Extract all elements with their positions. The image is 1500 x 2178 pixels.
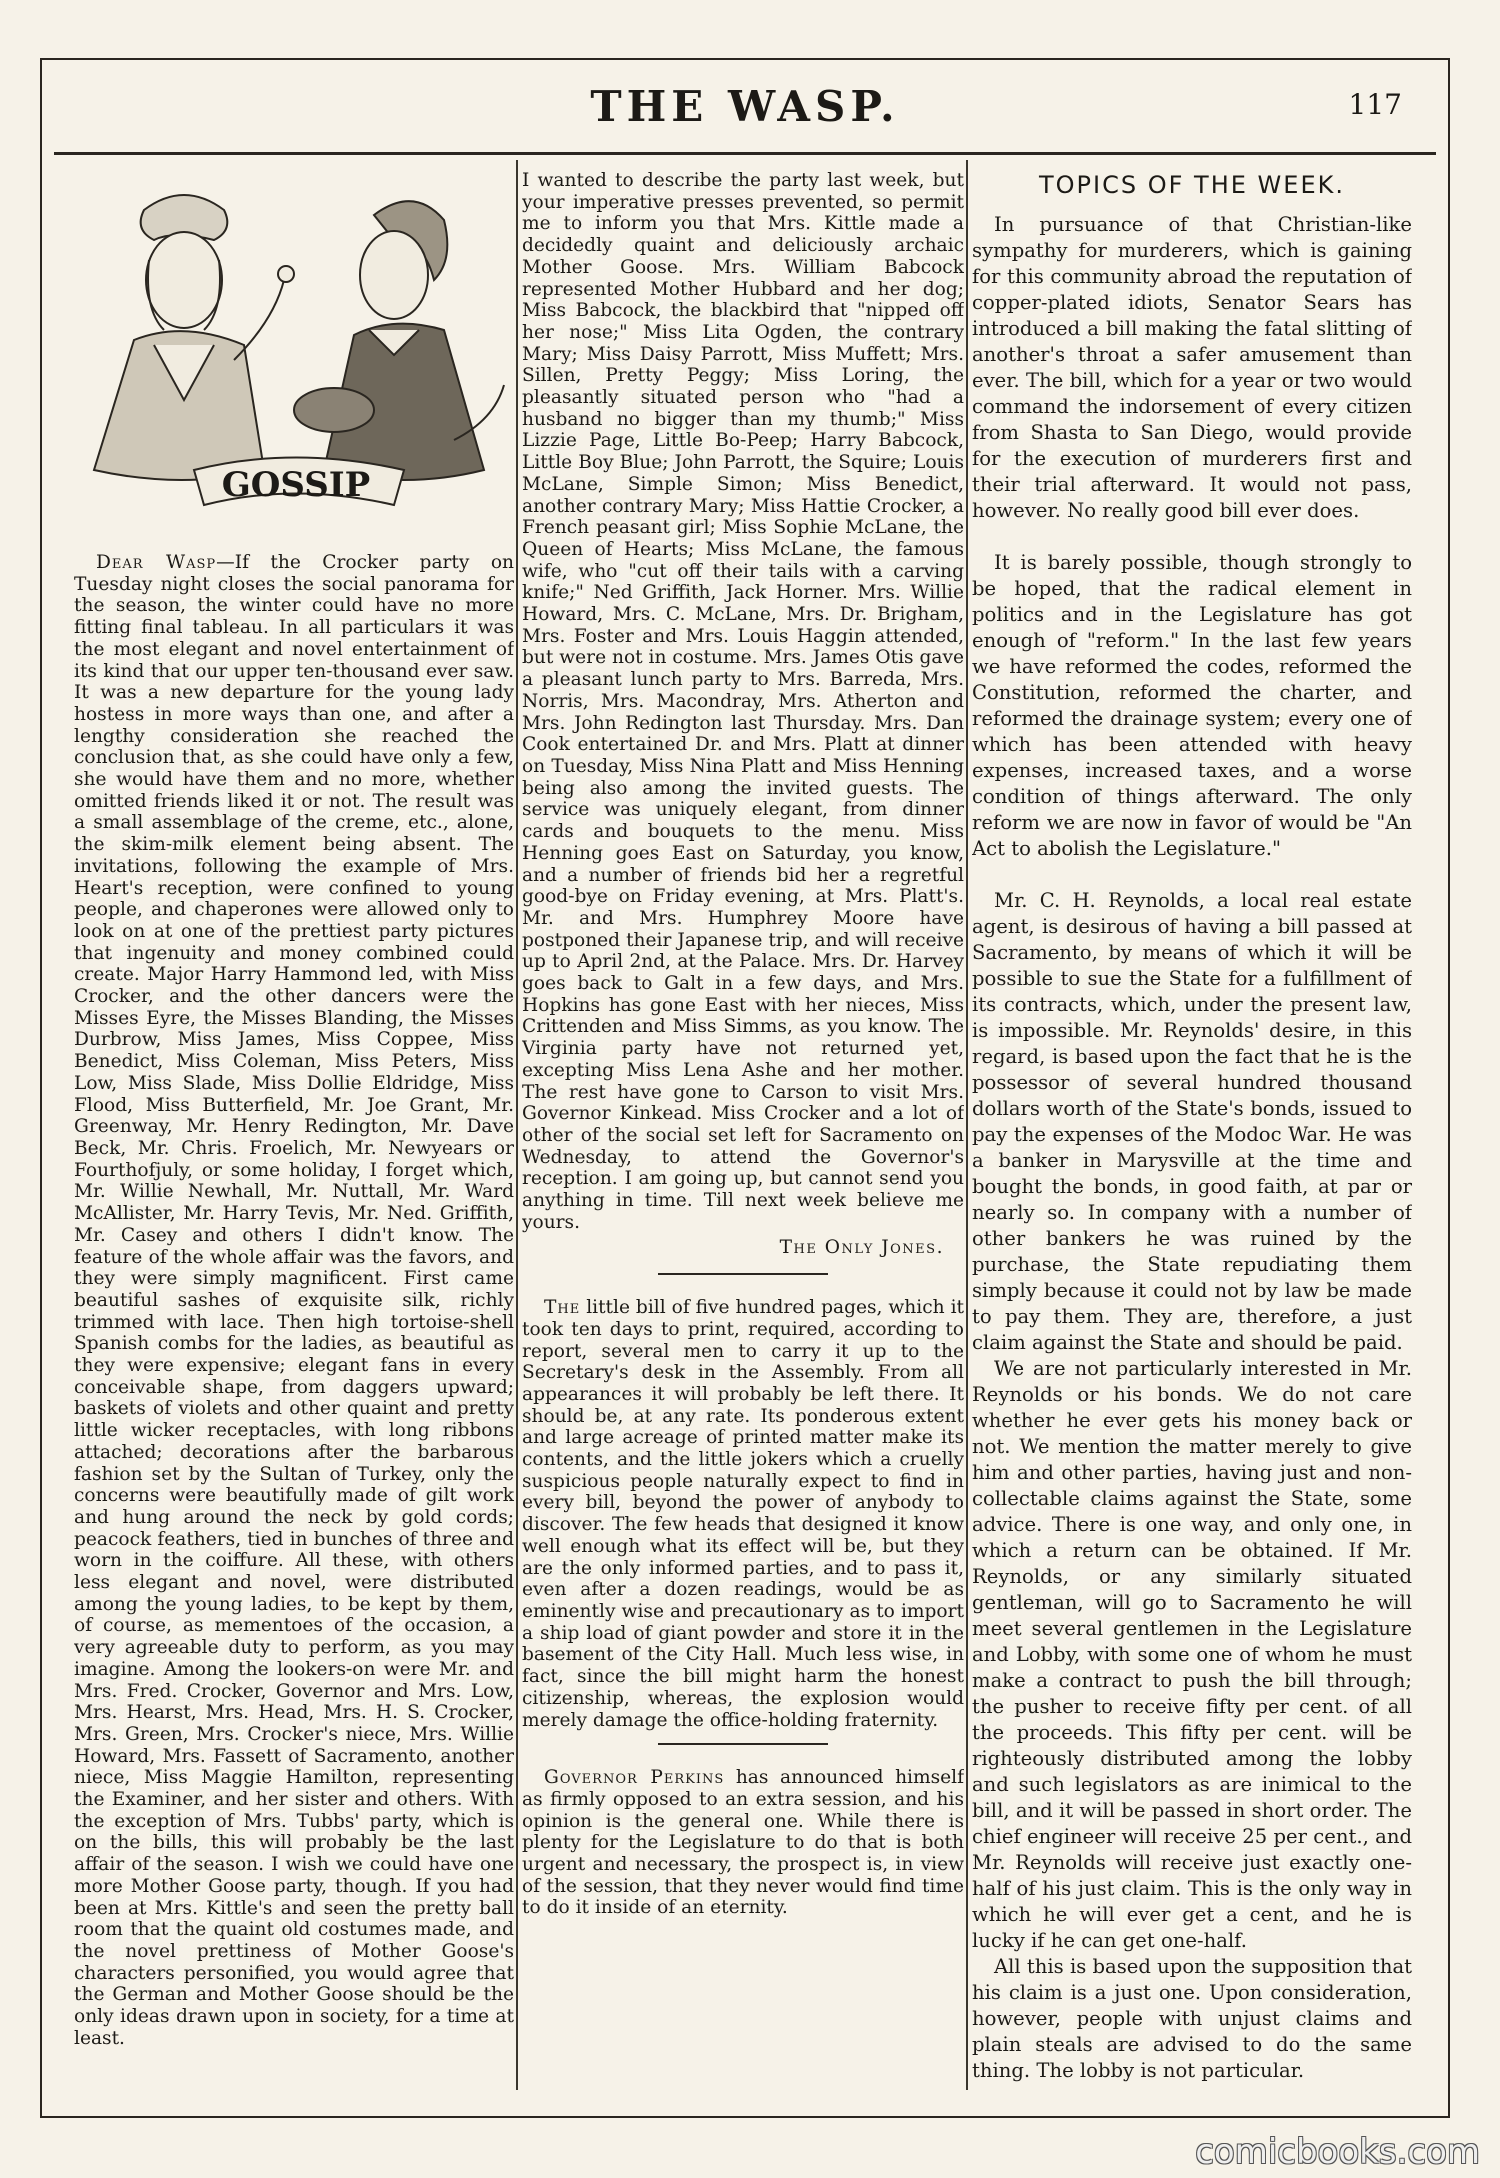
gossip-text-col1: —If the Crocker party on Tuesday night closes the social panorama for the season, the winter could have no more fitting final tableau. In all particulars it was the most elegant and novel entertainment of its kind that our upper ten-thousand ever saw. It was a new departure for the young lady hostess in more ways than one, and after a lengthy consideration she reached the conclusion that, as she could have only a few, she would have them and no more, whether omitted friends liked it or not. The result was a small assemblage of the creme, etc., alone, the skim-milk element being absent. The invitations, following the example of Mrs. Heart's reception, were confined to young people, and chaperones were allowed only to look on at one of the prettiest party pictures that ingenuity and money combined could create. Major Harry Hammond led, with Miss Crocker, and the other dancers were the Misses Eyre, the Misses Blanding, the Misses Durbrow, Miss James, Miss Coppee, Miss Benedict, Miss Coleman, Miss Peters, Miss Low, Miss Slade, Miss Dollie Eldridge, Miss Flood, Miss Butterfield, Mr. Joe Grant, Mr. Greenway, Mr. Henry Redington, Mr. Dave Beck, Mr. Chris. Froelich, Mr. Newyears or Fourthofjuly, or some holiday, I forget which, Mr. Willie Newhall, Mr. Nuttall, Mr. Ward McAllister, Mr. Harry Tevis, Mr. Ned. Griffith, Mr. Casey and others I didn't know. The feature of the whole affair was the favors, and they were simply magnificent. First came beautiful sashes of exquisite silk, richly trimmed with lace. Then high tortoise-shell Spanish combs for the ladies, as beautiful as they were expensive; elegant fans in every conceivable shape, from daggers upward; baskets of violets and other quaint and pretty little wicker receptacles, with long ribbons attached; decorations after the barbarous fashion set by the Sultan of Turkey, only the concerns were beautifully made of gilt work and hung around the neck by gold cords; peacock feathers, tied in bunches of three and worn in the coiffure. All these, with others less elegant and novel, were distributed among the young ladies, to be kept by them, of course, as mementoes of the occasion, a very agreeable duty to perform, as you may imagine. Among the lookers-on were Mr. and Mrs. Fred. Crocker, Governor and Mrs. Low, Mrs. Hearst, Mrs. Head, Mrs. H. S. Crocker, Mrs. Green, Mrs. Crocker's niece, Mrs. Willie Howard, Mrs. Fassett of Sacramento, another niece, Miss Maggie Hamilton, representing the Examiner, and her sister and others. With the exception of Mrs. Tubbs' party, which is on the bills, this will probably be the last affair of the season. I wish we could have one more Mother Goose party, though. If you had been at Mrs. Kittle's and seen the pretty ball room that the quaint old costumes made, and the novel prettiness of Mother Goose's characters personified, you would agree that the German and Mother Goose should be the only ideas drawn upon in society, for a time at least. bbox=[74, 552, 514, 2049]
section-rule bbox=[658, 1743, 828, 1745]
bill-text: little bill of five hundred pages, which it took ten days to print, required, according to report, several men to carry it up to the Secretary's desk in the Assembly. From all appearances it will probably be left there. It should be, at any rate. Its ponderous extent and large acreage of printed matter make its contents, and the little jokers which a cruelly suspicious people naturally expect to find in every bill, beyond the power of anybody to discover. The few heads that designed it know well enough what its effect will be, but they are the only informed parties, and to pass it, even after a dozen readings, would be as eminently wise and precautionary as to import a ship load of giant powder and store it in the basement of the City Hall. Much less wise, in fact, since the bill might harm the honest citizenship, whereas, the explosion would merely damage the office-holding fraternity. bbox=[522, 1297, 964, 1731]
topics-paragraph: Mr. C. H. Reynolds, a local real estate agent, is desirous of having a bill passed at Sacramento, by means of which it will be possible to sue the State for a fulfillment of its contracts, which, under the present law, is impossible. Mr. Reynolds' desire, in this regard, is based upon the fact that he is the possessor of several hundred thousand dollars worth of the State's bonds, issued to pay the expenses of the Modoc War. He was a banker in Marysville at the time and bought the bonds, in good faith, at par or nearly so. In company with a number of other bankers he was ruined by the purchase, the State repudiating them simply because it could not by law be made to pay them. They are, therefore, a just claim against the State and should be paid. bbox=[972, 889, 1412, 1354]
salutation: Dear Wasp bbox=[96, 552, 217, 573]
paragraph-gap bbox=[972, 862, 1412, 888]
masthead-bar bbox=[40, 82, 1450, 142]
topics-paragraph: It is barely possible, though strongly to be hoped, that the radical element in politics and in the Legislature has got enough of "reform." In the last few years we have reformed the codes, reformed the Constitution, reformed the charter, and reformed the drainage system; every one of which has been attended with heavy expenses, increased taxes, and a worse condition of things afterward. The only reform we are now in favor of would be "An Act to abolish the Legislature." bbox=[972, 551, 1412, 860]
gossip-paragraph bbox=[74, 552, 514, 2050]
topics-paragraph: All this is based upon the supposition that his claim is a just one. Upon consideration, however, people with unjust claims and plain steals are advised to do the same thing. The lobby is not particular. bbox=[972, 1955, 1412, 2082]
column-1 bbox=[74, 170, 514, 2090]
paragraph-gap bbox=[972, 524, 1412, 550]
gossip-illustration bbox=[74, 170, 514, 530]
column-2 bbox=[522, 170, 964, 2090]
column-divider-2 bbox=[966, 160, 968, 2090]
bill-paragraph bbox=[522, 1297, 964, 1731]
illustration-caption: GOSSIP bbox=[221, 465, 371, 505]
signature: The Only Jones. bbox=[779, 1237, 944, 1259]
topics-paragraph: We are not particularly interested in Mr. Reynolds or his bonds. We do not care whether he ever gets his money back or not. We mention the matter merely to give him and other parties, having just and non-collectable claims against the State, some advice. There is one way, and only one, in which a return can be obtained. If Mr. Reynolds, or any similarly situated gentleman, will go to Sacramento he will meet several gentlemen in the Legislature and Lobby, with some one of whom he must make a contract to push the bill through; the pusher to receive fifty per cent. of all the proceeds. This fifty per cent. will be righteously distributed among the lobby and such legislators as are inimical to the bill, and it will be passed in short order. The chief engineer will receive 25 per cent., and Mr. Reynolds will receive just exactly one-half of his just claim. This is the only way in which he will ever get a cent, and he is lucky if he can get one-half. bbox=[972, 1357, 1412, 1952]
perkins-text: has announced himself as firmly opposed to an extra session, and his opinion is the general one. While there is plenty for the Legislature to do that is both urgent and necessary, the prospect is, in view of the session, that they never would find time to do it inside of an eternity. bbox=[522, 1767, 964, 1919]
gossip-continued: I wanted to describe the party last week, but your imperative presses prevented, so permit me to inform you that Mrs. Kittle made a decidedly quaint and deliciously archaic Mother Goose. Mrs. William Babcock represented Mother Hubbard and her dog; Miss Babcock, the blackbird that "nipped off her nose;" Miss Lita Ogden, the contrary Mary; Miss Daisy Parrott, Miss Muffett; Mrs. Sillen, Pretty Peggy; Miss Loring, the pleasantly situated person who "had a husband no bigger than my thumb;" Miss Lizzie Page, Little Bo-Peep; Harry Babcock, Little Boy Blue; John Parrott, the Squire; Louis McLane, Simple Simon; Miss Benedict, another contrary Mary; Miss Hattie Crocker, a French peasant girl; Miss Sophie McLane, the Queen of Hearts; Miss McLane, the famous wife, who "cut off their tails with a carving knife;" Ned Griffith, Jack Horner. Mrs. Willie Howard, Mrs. C. McLane, Mrs. Dr. Brigham, Mrs. Foster and Mrs. Louis Haggin attended, but were not in costume. Mrs. James Otis gave a pleasant lunch party to Mrs. Barreda, Mrs. Norris, Mrs. Macondray, Mrs. Atherton and Mrs. John Redington last Thursday. Mrs. Dan Cook entertained Dr. and Mrs. Platt at dinner on Tuesday, Miss Nina Platt and Miss Henning being also among the invited guests. The service was uniquely elegant, from dinner cards and bouquets to the menu. Miss Henning goes East on Saturday, you know, and a number of friends bid her a regretful good-bye on Friday evening, at Mrs. Platt's. Mr. and Mrs. Humphrey Moore have postponed their Japanese trip, and will receive up to April 2nd, at the Palace. Mrs. Dr. Harvey goes back to Galt in a few days, and Mrs. Hopkins has gone East with her nieces, Miss Crittenden and Miss Simms, as you know. The Virginia party have not returned yet, excepting Miss Lena Ashe and her mother. The rest have gone to Carson to visit Mrs. Governor Kinkead. Miss Crocker and a lot of other of the social set left for Sacramento on Wednesday, to attend the Governor's reception. I am going up, but cannot send you anything in time. Till next week believe me yours. bbox=[522, 170, 964, 1233]
perkins-paragraph bbox=[522, 1767, 964, 1919]
column-divider-1 bbox=[516, 160, 518, 2090]
bill-lead: The bbox=[544, 1297, 581, 1319]
section-rule bbox=[658, 1273, 828, 1275]
watermark: comicbooks.com bbox=[1195, 2132, 1480, 2172]
masthead-title: THE WASP. bbox=[590, 82, 900, 131]
topics-paragraph: In pursuance of that Christian-like sympathy for murderers, which is gaining for this community abroad the reputation of copper-plated idiots, Senator Sears has introduced a bill making the fatal slitting of another's throat a safer amusement than ever. The bill, which for a year or two would command the indorsement of every citizen from Shasta to San Diego, would provide for the execution of murderers first and their trial afterward. It would not pass, however. No really good bill ever does. bbox=[972, 213, 1412, 522]
column-3 bbox=[972, 170, 1412, 2090]
page-number: 117 bbox=[1348, 88, 1402, 121]
perkins-lead: Governor Perkins bbox=[544, 1767, 725, 1789]
topics-heading: TOPICS OF THE WEEK. bbox=[1039, 171, 1345, 199]
header-rule bbox=[54, 152, 1436, 155]
